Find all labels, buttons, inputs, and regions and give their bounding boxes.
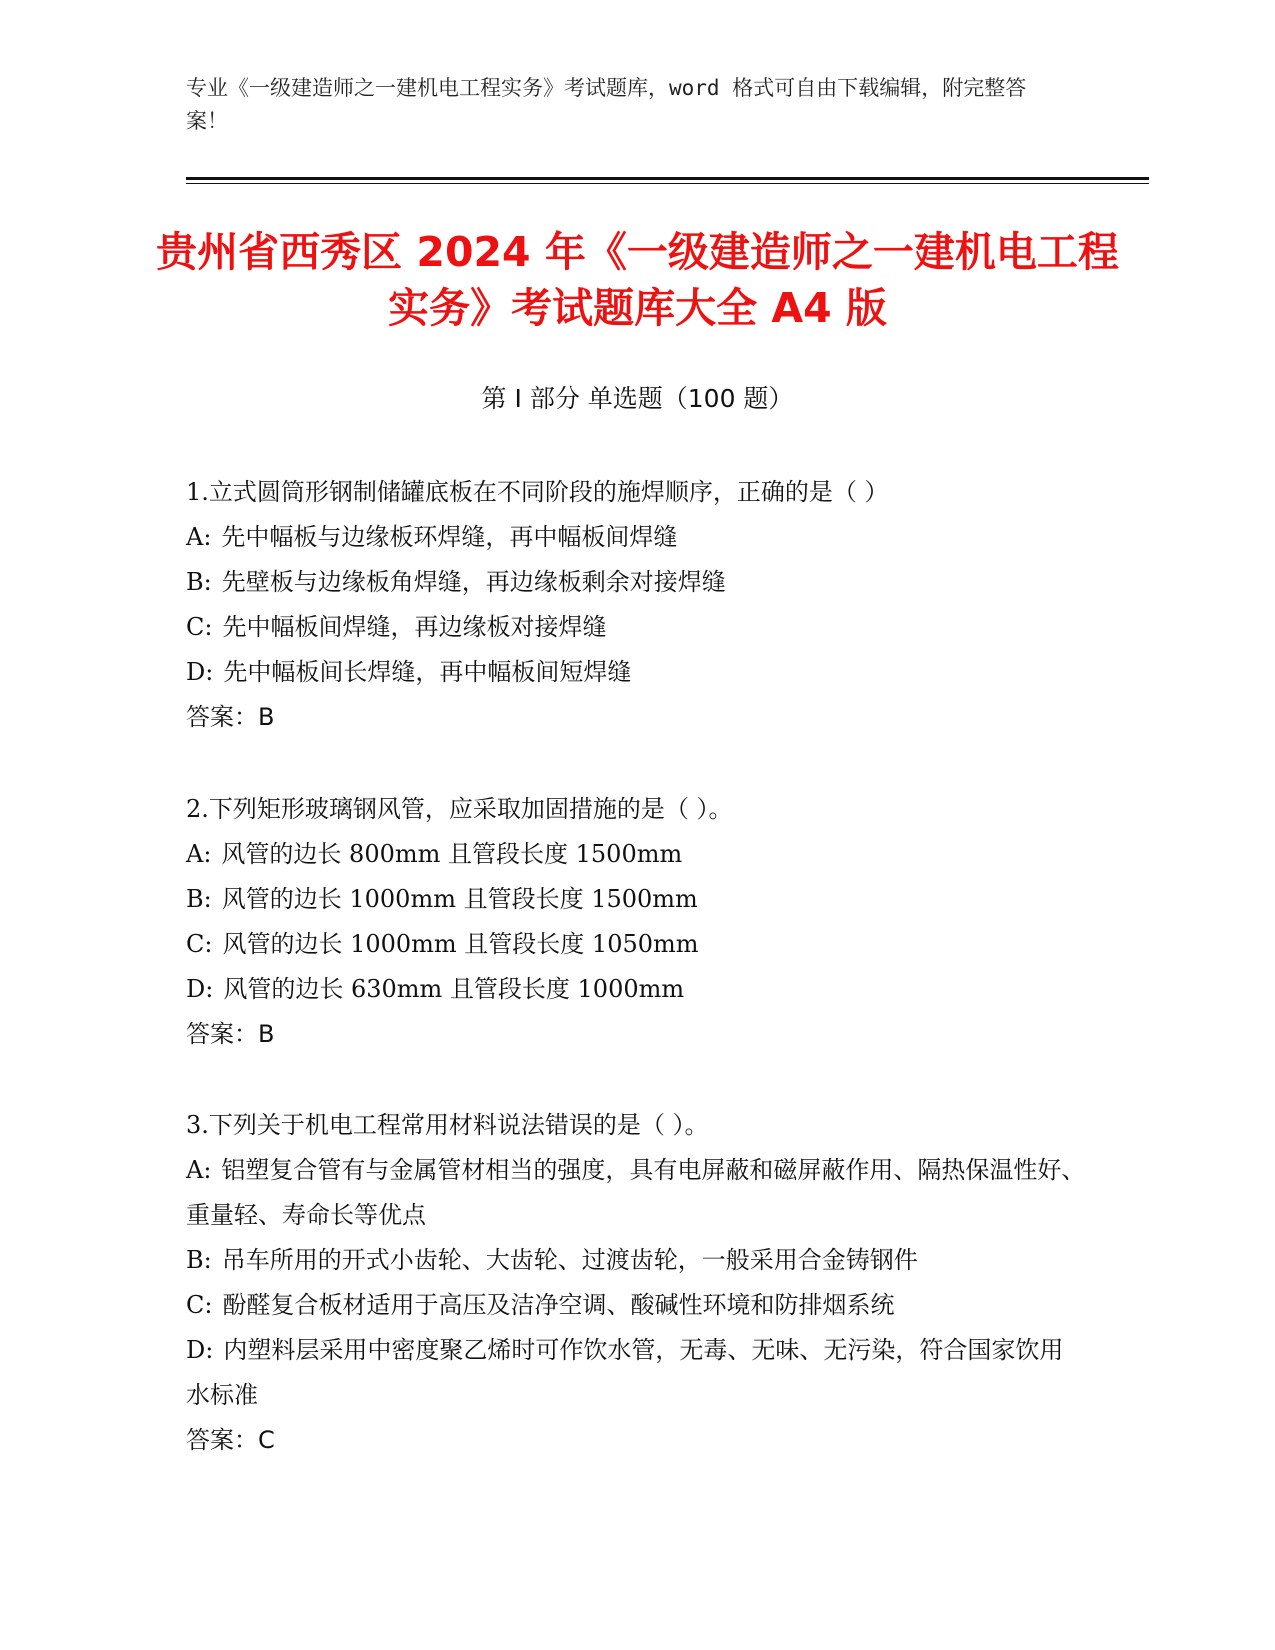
option-a xyxy=(186,515,1086,560)
option-text: 先中幅板间长焊缝，再中幅板间短焊缝 xyxy=(223,658,632,686)
option-text: 风管的边长 1000mm 且管段长度 1050mm xyxy=(222,930,699,958)
option-label: C: xyxy=(186,613,213,641)
header-rule-thick xyxy=(186,177,1149,180)
option-text: 先中幅板与边缘板环焊缝，再中幅板间焊缝 xyxy=(221,523,678,551)
option-label: A: xyxy=(186,840,212,868)
section-heading: 第 I 部分 单选题（100 题） xyxy=(481,384,794,413)
option-label: D: xyxy=(186,658,214,686)
question-block-2 xyxy=(186,787,1086,1057)
option-b xyxy=(186,1238,1086,1283)
question-stem: 2.下列矩形玻璃钢风管，应采取加固措施的是（ ）。 xyxy=(186,795,733,823)
option-label: A: xyxy=(186,523,212,551)
option-text: 风管的边长 630mm 且管段长度 1000mm xyxy=(223,975,685,1003)
option-b xyxy=(186,560,1086,605)
option-a xyxy=(186,1148,1086,1238)
option-c xyxy=(186,605,1086,650)
option-text: 内塑料层采用中密度聚乙烯时可作饮水管，无毒、无味、无污染，符合国家饮用水标准 xyxy=(186,1336,1064,1409)
option-c xyxy=(186,922,1086,967)
header-note: 专业《一级建造师之一建机电工程实务》考试题库，word 格式可自由下载编辑，附完整答案！ xyxy=(186,76,1027,133)
option-text: 风管的边长 800mm 且管段长度 1500mm xyxy=(221,840,683,868)
answer-line: 答案：B xyxy=(186,1020,275,1048)
option-label: C: xyxy=(186,1291,213,1319)
option-d xyxy=(186,650,1086,695)
answer-line: 答案：C xyxy=(186,1426,275,1454)
option-label: D: xyxy=(186,1336,214,1364)
option-label: D: xyxy=(186,975,214,1003)
option-label: A: xyxy=(186,1156,212,1184)
answer-line: 答案：B xyxy=(186,703,275,731)
option-b xyxy=(186,877,1086,922)
option-text: 铝塑复合管有与金属管材相当的强度，具有电屏蔽和磁屏蔽作用、隔热保温性好、重量轻、寿命长等优点 xyxy=(186,1156,1086,1229)
document-title: 贵州省西秀区 2024 年《一级建造师之一建机电工程实务》考试题库大全 A4 版 xyxy=(156,228,1119,332)
option-text: 先壁板与边缘板角焊缝，再边缘板剩余对接焊缝 xyxy=(221,568,726,596)
question-block-1 xyxy=(186,470,1086,740)
option-label: C: xyxy=(186,930,213,958)
question-block-3 xyxy=(186,1103,1086,1463)
option-label: B: xyxy=(186,1246,212,1274)
option-d xyxy=(186,967,1086,1012)
option-text: 先中幅板间焊缝，再边缘板对接焊缝 xyxy=(222,613,607,641)
option-a xyxy=(186,832,1086,877)
option-text: 酚醛复合板材适用于高压及洁净空调、酸碱性环境和防排烟系统 xyxy=(222,1291,895,1319)
question-stem: 1.立式圆筒形钢制储罐底板在不同阶段的施焊顺序，正确的是（ ） xyxy=(186,478,889,506)
option-d xyxy=(186,1328,1086,1418)
option-text: 风管的边长 1000mm 且管段长度 1500mm xyxy=(221,885,698,913)
header-rule-thin xyxy=(186,183,1149,184)
option-c xyxy=(186,1283,1086,1328)
question-stem: 3.下列关于机电工程常用材料说法错误的是（ ）。 xyxy=(186,1111,709,1139)
option-label: B: xyxy=(186,568,212,596)
option-text: 吊车所用的开式小齿轮、大齿轮、过渡齿轮，一般采用合金铸钢件 xyxy=(221,1246,918,1274)
option-label: B: xyxy=(186,885,212,913)
